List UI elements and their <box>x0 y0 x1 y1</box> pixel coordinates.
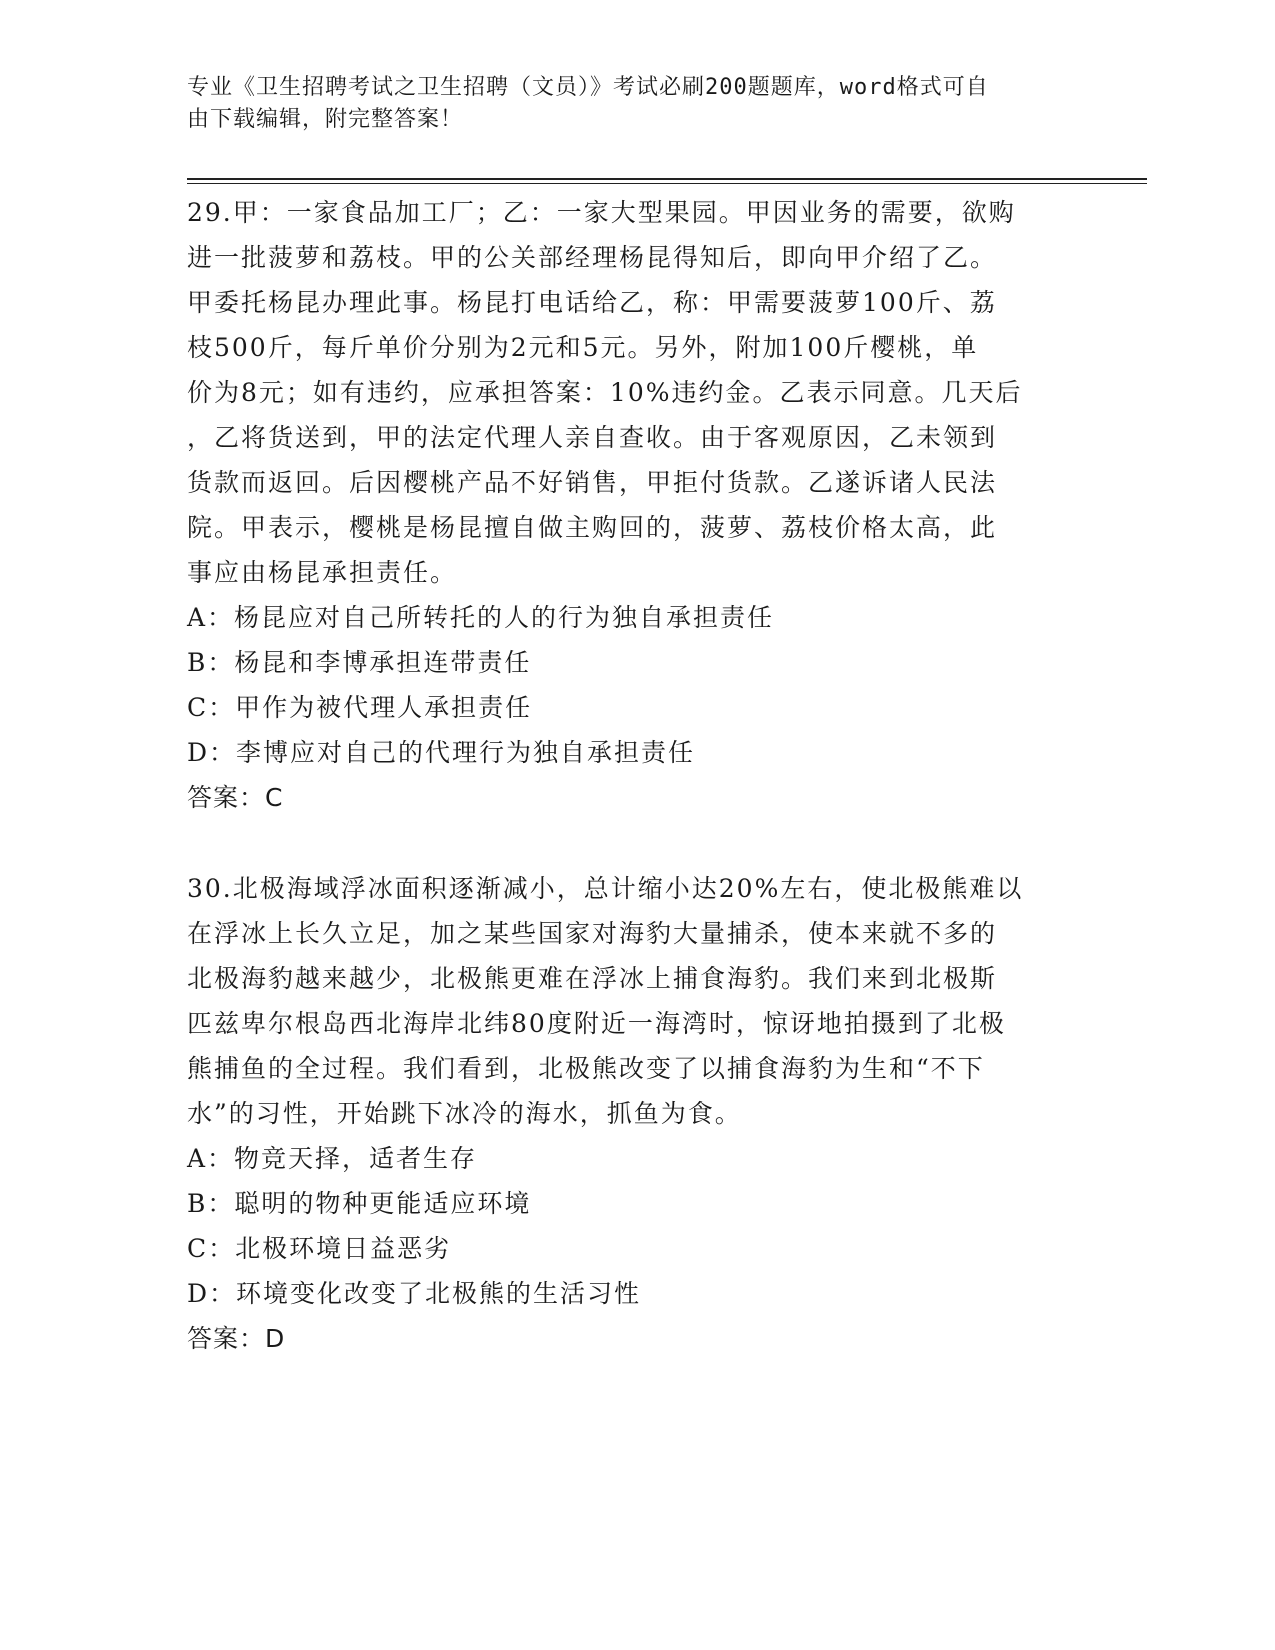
stem-line: 匹兹卑尔根岛西北海岸北纬80度附近一海湾时，惊讶地拍摄到了北极 <box>187 1009 1006 1038</box>
option-a: A：物竞天择，适者生存 <box>187 1144 478 1173</box>
stem-line: 水”的习性，开始跳下冰冷的海水，抓鱼为食。 <box>187 1099 742 1128</box>
stem-line: 熊捕鱼的全过程。我们看到，北极熊改变了以捕食海豹为生和“不下 <box>187 1054 985 1083</box>
header-line: 专业《卫生招聘考试之卫生招聘（文员）》考试必刷200题题库，word格式可自 <box>187 75 989 100</box>
stem-line: 枝500斤，每斤单价分别为2元和5元。另外，附加100斤樱桃，单 <box>187 333 979 362</box>
option-d: D：环境变化改变了北极熊的生活习性 <box>187 1279 642 1308</box>
question-29 <box>187 190 1067 820</box>
stem-line: 货款而返回。后因樱桃产品不好销售，甲拒付货款。乙遂诉诸人民法 <box>187 468 998 497</box>
stem-line: 30.北极海域浮冰面积逐渐减小，总计缩小达20%左右，使北极熊难以 <box>187 874 1024 903</box>
stem-line: 29.甲：一家食品加工厂；乙：一家大型果园。甲因业务的需要，欲购 <box>187 198 1016 227</box>
stem-line: 进一批菠萝和荔枝。甲的公关部经理杨昆得知后，即向甲介绍了乙。 <box>187 243 998 272</box>
answer-line: 答案：C <box>187 783 284 812</box>
header-divider-thick <box>187 178 1147 180</box>
header-line: 由下载编辑，附完整答案！ <box>187 107 464 132</box>
option-c: C：甲作为被代理人承担责任 <box>187 693 533 722</box>
question-stem <box>187 866 1067 1136</box>
document-header <box>187 72 1077 136</box>
stem-line: 价为8元；如有违约，应承担答案：10%违约金。乙表示同意。几天后 <box>187 378 1023 407</box>
stem-line: 事应由杨昆承担责任。 <box>187 558 458 587</box>
question-30 <box>187 866 1067 1361</box>
option-d: D：李博应对自己的代理行为独自承担责任 <box>187 738 696 767</box>
option-a: A：杨昆应对自己所转托的人的行为独自承担责任 <box>187 603 775 632</box>
stem-line: 甲委托杨昆办理此事。杨昆打电话给乙，称：甲需要菠萝100斤、荔 <box>187 288 997 317</box>
answer-line: 答案：D <box>187 1324 286 1353</box>
option-c: C：北极环境日益恶劣 <box>187 1234 452 1263</box>
stem-line: ，乙将货送到，甲的法定代理人亲自查收。由于客观原因，乙未领到 <box>187 423 998 452</box>
option-b: B：杨昆和李博承担连带责任 <box>187 648 532 677</box>
stem-line: 在浮冰上长久立足，加之某些国家对海豹大量捕杀，使本来就不多的 <box>187 919 998 948</box>
stem-line: 北极海豹越来越少，北极熊更难在浮冰上捕食海豹。我们来到北极斯 <box>187 964 998 993</box>
header-divider-thin <box>187 183 1147 184</box>
stem-line: 院。甲表示，樱桃是杨昆擅自做主购回的，菠萝、荔枝价格太高，此 <box>187 513 998 542</box>
option-b: B：聪明的物种更能适应环境 <box>187 1189 532 1218</box>
question-stem <box>187 190 1067 595</box>
